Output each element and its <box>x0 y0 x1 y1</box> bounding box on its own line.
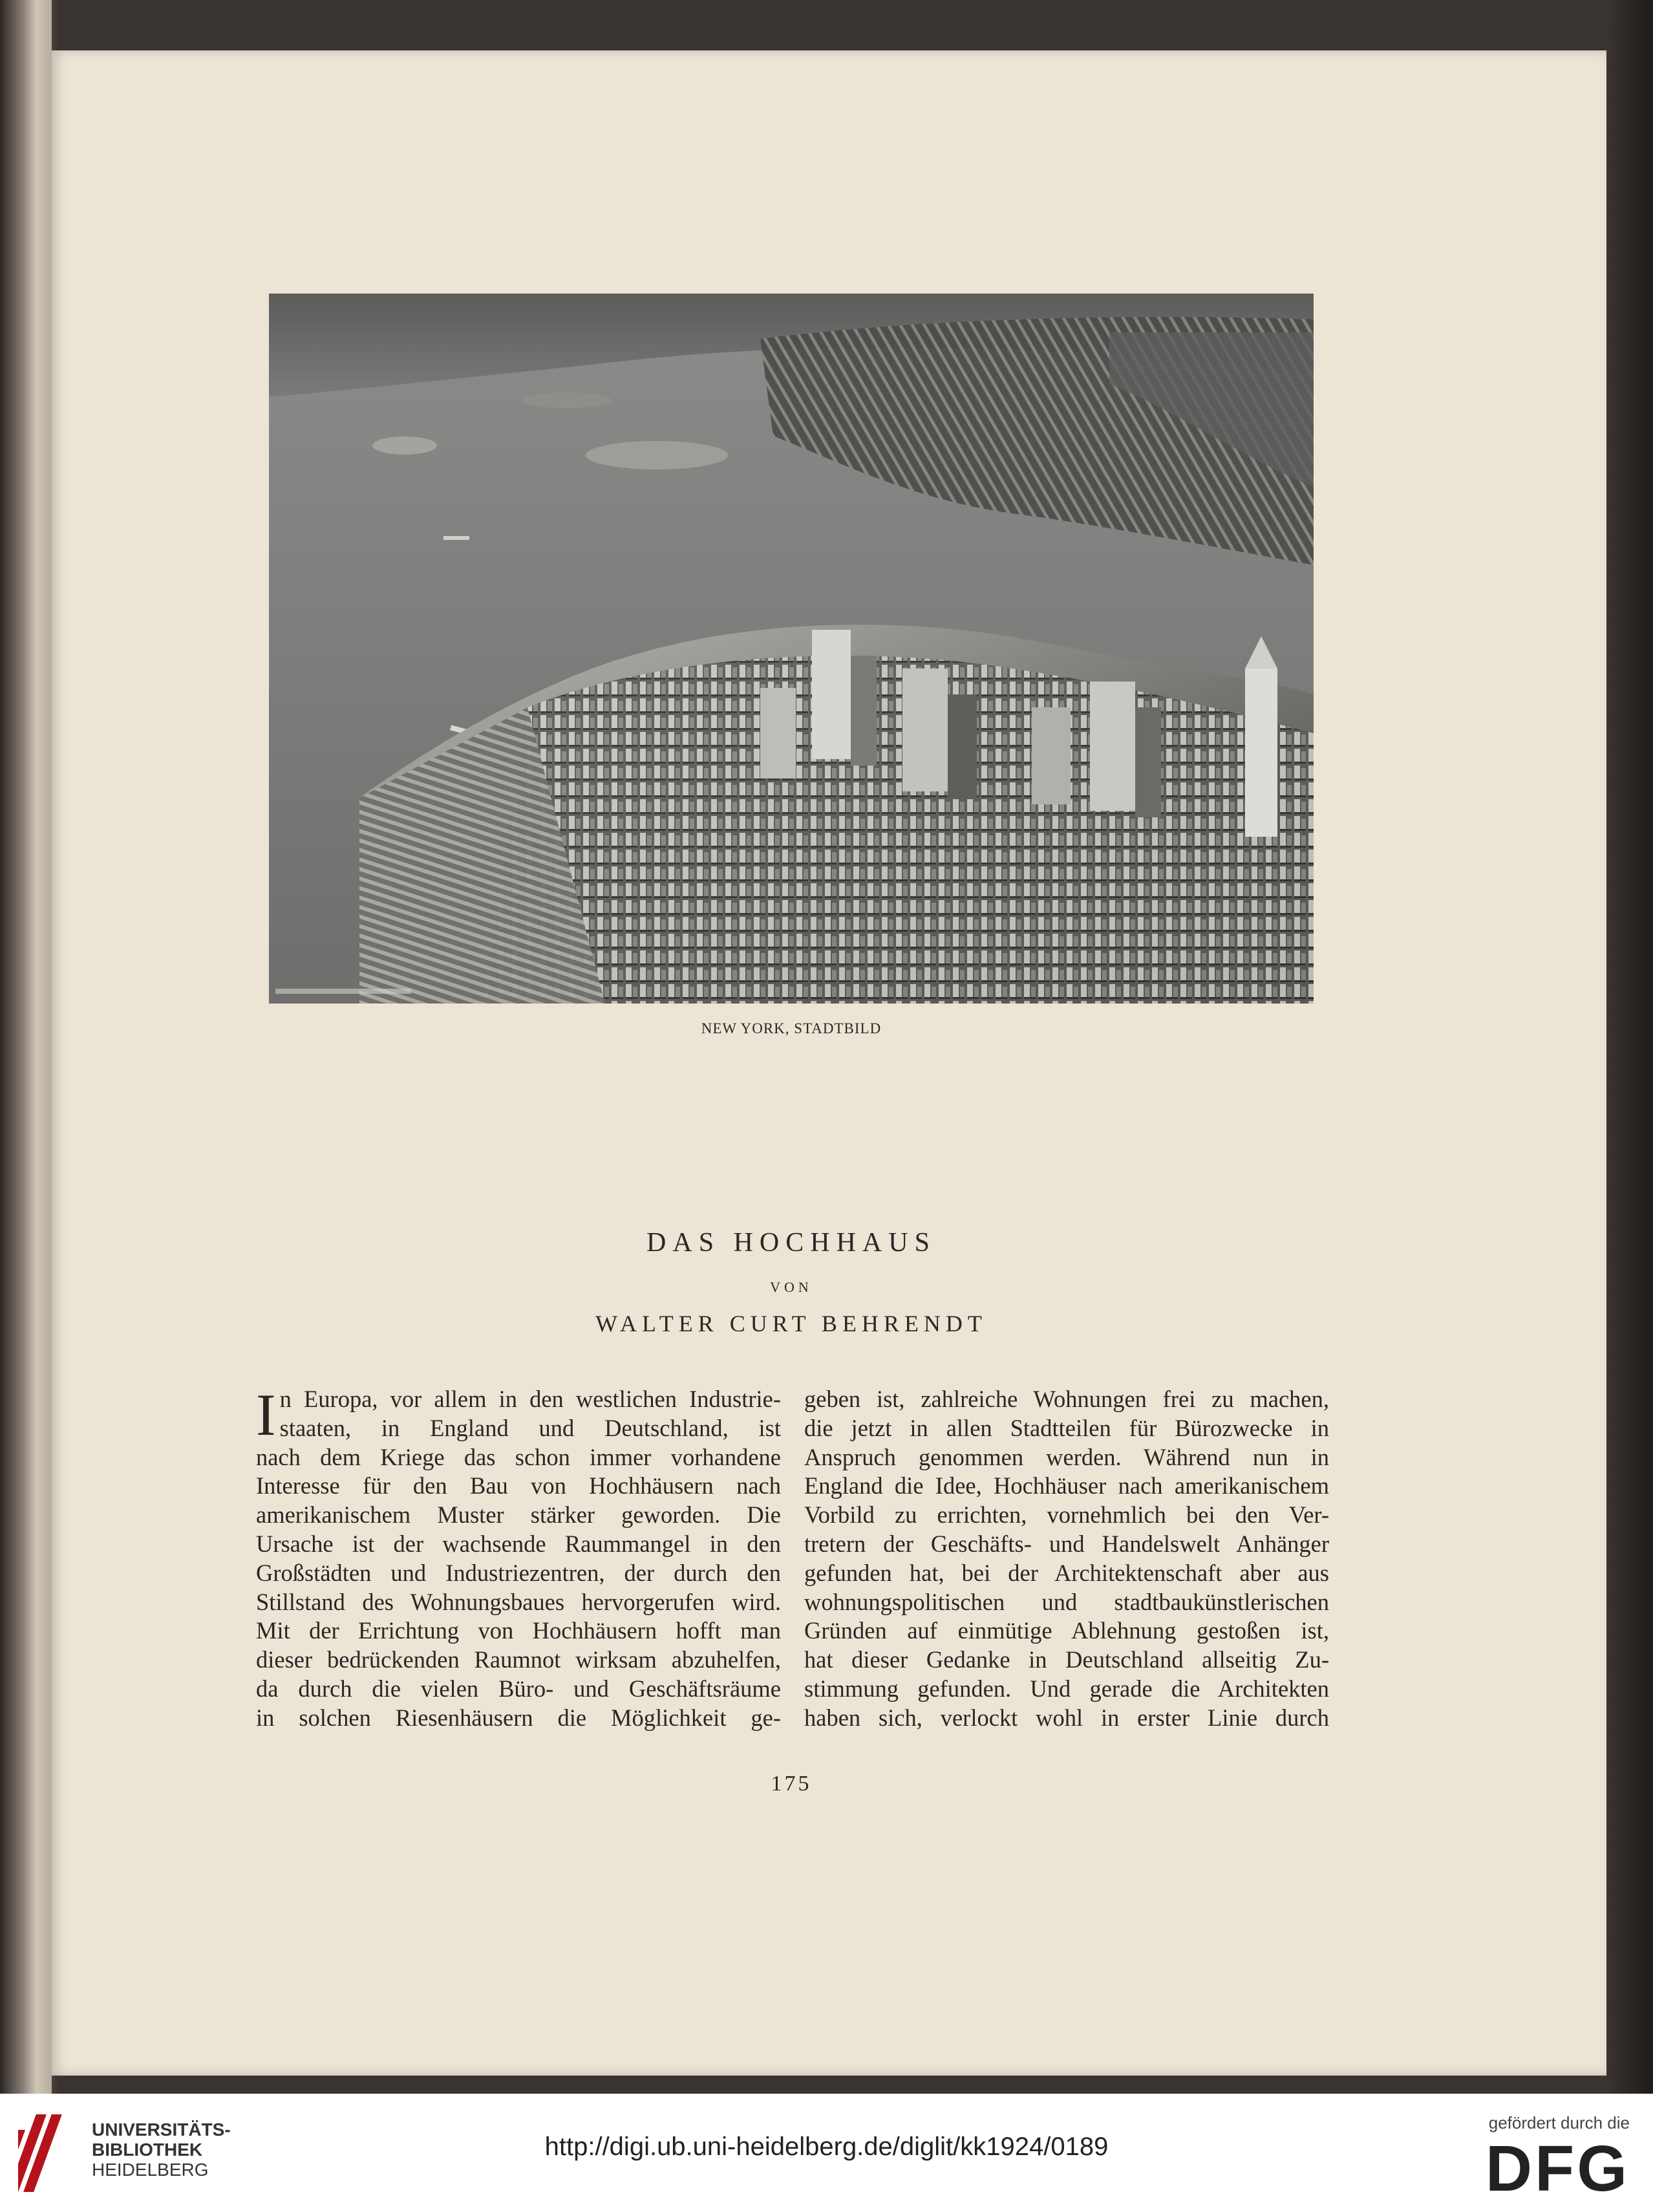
text-line: England die Idee, Hochhäuser nach amerikanischem <box>804 1472 1329 1499</box>
text-line: hat dieser Gedanke in Deutschland allseitig Zu- <box>804 1646 1329 1673</box>
text-line: geben ist, zahlreiche Wohnungen frei zu machen, <box>804 1386 1329 1412</box>
text-line: dieser bedrückenden Raumnot wirksam abzuhelfen, <box>256 1646 781 1673</box>
permalink-url[interactable]: http://digi.ub.uni-heidelberg.de/diglit/kk1924/0189 <box>544 2132 1109 2161</box>
text-line: wohnungspolitischen und stadtbaukünstlerischen <box>804 1588 1329 1615</box>
text-line: die jetzt in allen Stadtteilen für Bürozwecke in <box>804 1414 1329 1441</box>
viewer-footer <box>0 2094 1653 2212</box>
article-title: DAS HOCHHAUS <box>646 1228 936 1258</box>
text-line: Vorbild zu errichten, vornehmlich bei den Ver- <box>804 1501 1329 1529</box>
text-line: Ursache ist der wachsende Raummangel in den <box>256 1530 781 1557</box>
text-line: Gründen auf einmütige Ablehnung gestoßen ist, <box>804 1617 1329 1644</box>
text-column-right <box>804 1385 1329 1733</box>
photo-illustration <box>269 294 1314 1004</box>
text-line: stimmung gefunden. Und gerade die Architekten <box>804 1675 1329 1702</box>
article-author: WALTER CURT BEHRENDT <box>595 1311 987 1337</box>
text-line: Großstädten und Industriezentren, der durch den <box>256 1559 781 1586</box>
drop-capital: I <box>256 1382 276 1448</box>
text-line: n Europa, vor allem in den westlichen Industrie- <box>279 1386 781 1412</box>
library-name-line2: BIBLIOTHEK <box>92 2140 203 2160</box>
text-line: Mit der Errichtung von Hochhäusern hofft man <box>256 1617 781 1644</box>
aerial-photo-new-york <box>269 294 1314 1004</box>
photo-caption: NEW YORK, STADTBILD <box>701 1020 882 1036</box>
library-name-line1: UNIVERSITÄTS- <box>92 2120 231 2140</box>
text-line: staaten, in England und Deutschland, ist <box>279 1414 781 1441</box>
text-line: Interesse für den Bau von Hochhäusern nach <box>256 1472 781 1499</box>
text-line: gefunden hat, bei der Architektenschaft aber aus <box>804 1559 1329 1586</box>
dfg-logo: DFG <box>1485 2132 1630 2205</box>
left-page-edge <box>0 0 52 2094</box>
text-line: tretern der Geschäfts- und Handelswelt Anhänger <box>804 1530 1329 1557</box>
text-line: haben sich, verlockt wohl in erster Linie durch <box>804 1704 1329 1731</box>
text-line: nach dem Kriege das schon immer vorhandene <box>256 1443 781 1470</box>
text-column-left <box>256 1382 781 1733</box>
library-name-line3: HEIDELBERG <box>92 2160 209 2180</box>
text-line: da durch die vielen Büro- und Geschäftsräume <box>256 1675 781 1702</box>
page-number: 175 <box>771 1772 812 1796</box>
text-line: amerikanischem Muster stärker geworden. Die <box>256 1501 781 1529</box>
text-line: Anspruch genommen werden. Während nun in <box>804 1443 1329 1470</box>
text-line: in solchen Riesenhäusern die Möglichkeit ge- <box>256 1704 781 1731</box>
funding-note: gefördert durch die <box>1488 2113 1630 2132</box>
byline-von: VON <box>770 1279 813 1295</box>
right-scan-border <box>1606 0 1653 2094</box>
text-line: Stillstand des Wohnungsbaues hervorgerufen wird. <box>256 1588 781 1615</box>
